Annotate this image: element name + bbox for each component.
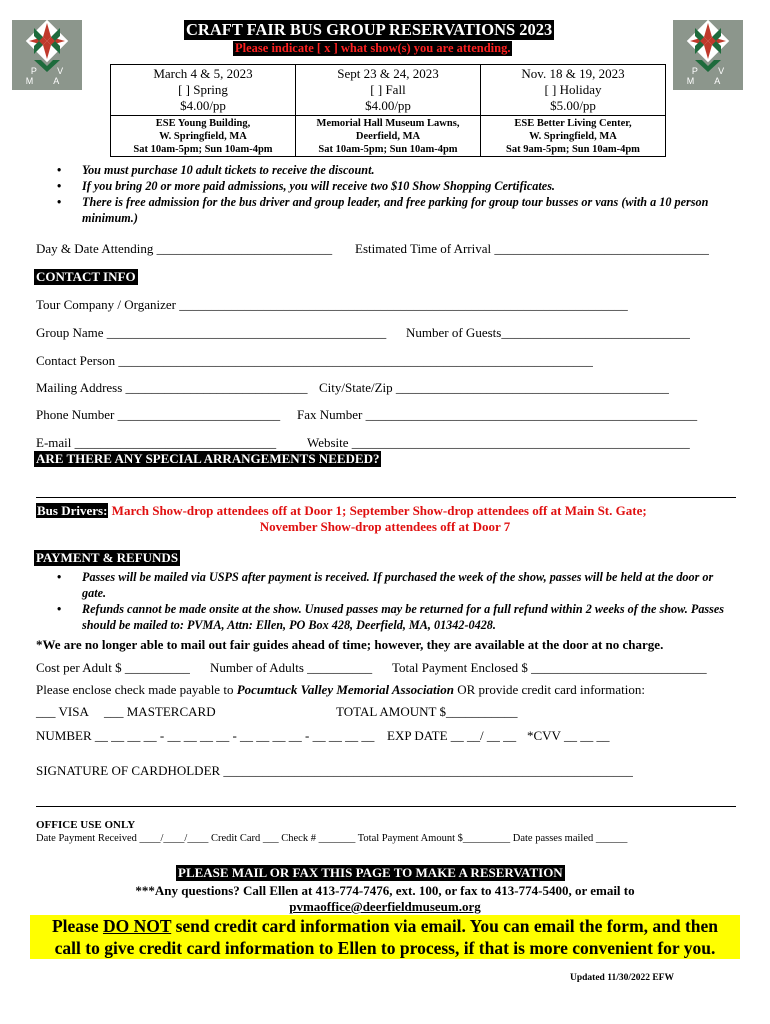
questions-note: ***Any questions? Call Ellen at 413-774-7476, ext. 100, or fax to 413-774-5400, or email to [135, 883, 635, 898]
bus-drivers-line-1 [36, 503, 647, 519]
show-cell-spring[interactable] [111, 65, 296, 116]
number-of-adults-field[interactable]: Number of Adults __________ [210, 660, 373, 675]
fax-number-field[interactable]: Fax Number ___________________________________________________ [297, 407, 698, 422]
logo-caption: P V M A [25, 66, 73, 86]
show-hours: Sat 10am-5pm; Sun 10am-4pm [133, 144, 273, 155]
show-cell-fall[interactable] [296, 65, 481, 116]
note-item: • You must purchase 10 adult tickets to receive the discount. [57, 162, 737, 178]
exp-date-field[interactable]: EXP DATE __ __/ __ __ [387, 728, 517, 743]
note-item: • If you bring 20 or more paid admissions, you will receive two $10 Show Shopping Certificates. [57, 178, 737, 194]
show-venue: ESE Young Building, [155, 118, 251, 129]
website-field[interactable]: Website ____________________________________________________ [307, 435, 690, 450]
office-divider [36, 806, 736, 807]
office-use-heading: OFFICE USE ONLY [36, 819, 136, 831]
show-location-fall [296, 116, 481, 157]
show-hours: Sat 10am-5pm; Sun 10am-4pm [318, 144, 458, 155]
page-subtitle: Please indicate [ x ] what show(s) you are attending. [235, 41, 511, 55]
payment-note: • Passes will be mailed via USPS after payment is received. If purchased the week of the show, passes will be held at the door or gate. [57, 569, 729, 601]
check-payable-note [36, 682, 645, 698]
visa-option[interactable]: ___ VISA [36, 704, 89, 719]
cost-per-adult-field[interactable]: Cost per Adult $ __________ [36, 660, 190, 675]
show-location-spring [111, 116, 296, 157]
show-city: W. Springfield, MA [529, 131, 617, 142]
note-item: • There is free admission for the bus driver and group leader, and free parking for group tour busses or vans (with a 10 person minimum.) [57, 194, 737, 226]
office-use-line: Date Payment Received ____/____/____ Credit Card ___ Check # _______ Total Payment Amount $_________ Date passes mailed ______ [36, 833, 628, 844]
total-payment-field[interactable]: Total Payment Enclosed $ ___________________________ [392, 660, 707, 675]
check-text-post: OR provide credit card information: [453, 682, 645, 697]
show-location-holiday [481, 116, 666, 157]
show-price: $5.00/pp [550, 98, 596, 113]
show-checkbox[interactable]: [ ] Holiday [544, 82, 602, 97]
cvv-field[interactable]: *CVV __ __ __ [527, 728, 610, 743]
discount-notes [57, 162, 737, 226]
show-dates: March 4 & 5, 2023 [153, 66, 253, 81]
shows-row-dates [111, 65, 666, 116]
shows-row-locations [111, 116, 666, 157]
special-arrangements-heading: ARE THERE ANY SPECIAL ARRANGEMENTS NEEDED? [36, 451, 380, 466]
total-amount-field[interactable]: TOTAL AMOUNT $___________ [336, 704, 518, 719]
city-state-zip-field[interactable]: City/State/Zip __________________________________________ [319, 380, 669, 395]
warning-text-pre: Please [51, 916, 103, 936]
warning-text: send credit card information via email. You can email the form, and then [171, 916, 719, 936]
show-city: W. Springfield, MA [159, 131, 247, 142]
contact-info-heading: CONTACT INFO [36, 269, 136, 284]
number-of-guests-field[interactable]: Number of Guests_____________________________ [406, 325, 690, 340]
credit-card-warning-line-2: call to give credit card information to Ellen to process, if that is more convenient for you. [30, 937, 740, 959]
show-dates: Nov. 18 & 19, 2023 [521, 66, 625, 81]
show-price: $4.00/pp [180, 98, 226, 113]
payment-refunds-heading: PAYMENT & REFUNDS [36, 550, 179, 565]
credit-card-warning-line-1 [30, 915, 740, 937]
group-name-field[interactable]: Group Name ___________________________________________ [36, 325, 387, 340]
bus-drivers-text: March Show-drop attendees off at Door 1; September Show-drop attendees off at Main St. Gate; [108, 503, 647, 518]
fair-guides-note: *We are no longer able to mail out fair guides ahead of time; however, they are available at the door at no charge. [36, 637, 664, 652]
organization-name: Pocumtuck Valley Memorial Association [236, 682, 454, 697]
pvma-logo-right [673, 20, 743, 90]
day-date-field[interactable]: Day & Date Attending ___________________________ [36, 241, 333, 256]
special-arrangements-line[interactable] [36, 497, 736, 498]
show-hours: Sat 9am-5pm; Sun 10am-4pm [506, 144, 640, 155]
updated-note: Updated 11/30/2022 EFW [570, 973, 674, 983]
show-venue: ESE Better Living Center, [514, 118, 632, 129]
bus-drivers-line-2: November Show-drop attendees off at Door 7 [259, 519, 511, 534]
tour-company-field[interactable]: Tour Company / Organizer _____________________________________________________________________ [36, 297, 628, 312]
logo-caption: P V M A [686, 66, 734, 86]
show-checkbox[interactable]: [ ] Spring [178, 82, 228, 97]
phone-number-field[interactable]: Phone Number _________________________ [36, 407, 281, 422]
mailing-address-field[interactable]: Mailing Address ____________________________ [36, 380, 308, 395]
show-city: Deerfield, MA [355, 131, 421, 142]
bus-drivers-label: Bus Drivers: [37, 503, 108, 518]
show-dates: Sept 23 & 24, 2023 [337, 66, 439, 81]
signature-field[interactable]: SIGNATURE OF CARDHOLDER _______________________________________________________________ [36, 763, 633, 778]
email-field[interactable]: E-mail _______________________________ [36, 435, 277, 450]
arrival-time-field[interactable]: Estimated Time of Arrival _________________________________ [355, 241, 709, 256]
show-checkbox[interactable]: [ ] Fall [370, 82, 406, 97]
payment-notes [57, 569, 729, 633]
warning-emphasis: DO NOT [102, 916, 172, 936]
payment-note: • Refunds cannot be made onsite at the show. Unused passes may be returned for a full refund within 2 weeks of the show. Passes should be mailed to: PVMA, Attn: Ellen, PO Box 428, Deerfield, MA, 01342-0428. [57, 601, 729, 633]
card-number-field[interactable]: NUMBER __ __ __ __ - __ __ __ __ - __ __ __ __ - __ __ __ __ [36, 728, 375, 743]
pvma-logo-left [12, 20, 82, 90]
check-text-pre: Please enclose check made payable to [36, 682, 237, 697]
show-price: $4.00/pp [365, 98, 411, 113]
mastercard-option[interactable]: ___ MASTERCARD [104, 704, 216, 719]
mail-fax-heading: PLEASE MAIL OR FAX THIS PAGE TO MAKE A RESERVATION [178, 865, 563, 880]
show-cell-holiday[interactable] [481, 65, 666, 116]
contact-email-link[interactable]: pvmaoffice@deerfieldmuseum.org [289, 899, 481, 914]
show-venue: Memorial Hall Museum Lawns, [316, 118, 460, 129]
contact-person-field[interactable]: Contact Person _________________________________________________________________________ [36, 353, 593, 368]
shows-table [110, 64, 666, 157]
page-title: CRAFT FAIR BUS GROUP RESERVATIONS 2023 [186, 20, 553, 39]
